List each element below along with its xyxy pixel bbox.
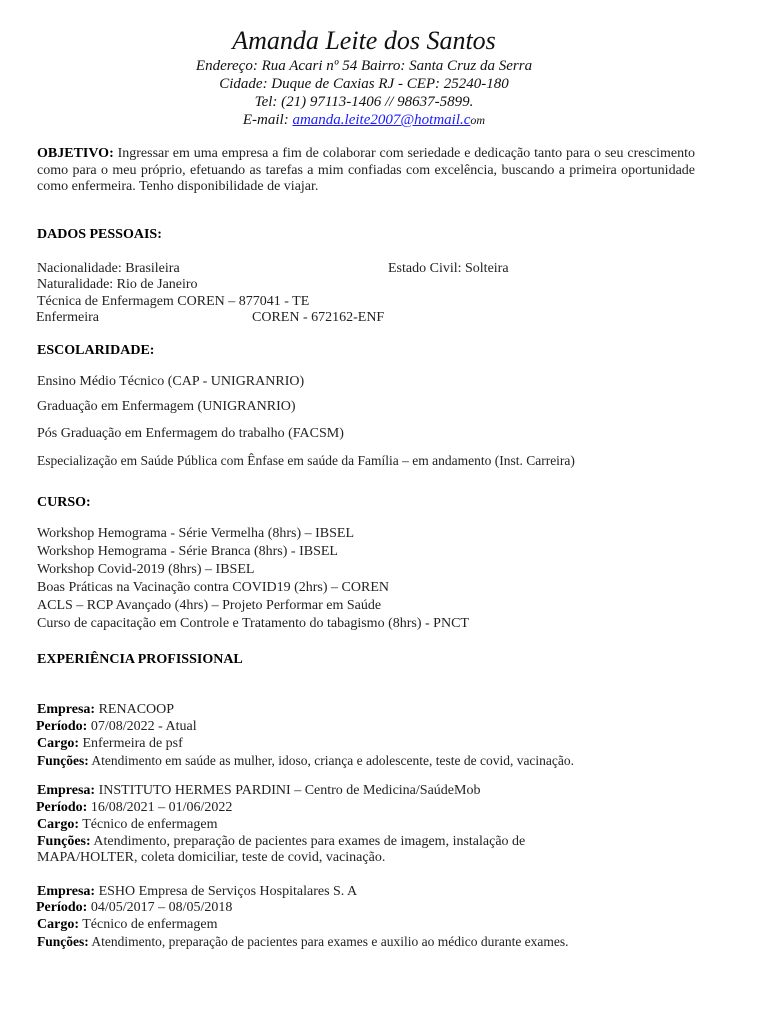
course-item: Workshop Hemograma - Série Branca (8hrs) - IBSEL (37, 544, 338, 559)
job-company: ESHO Empresa de Serviços Hospitalares S. A (95, 884, 358, 899)
job-role: Enfermeira de psf (79, 736, 183, 751)
company-label: Empresa: (37, 783, 96, 798)
period-label: Período: (36, 719, 88, 734)
courses-title: CURSO: (37, 495, 91, 510)
period-label: Período: (36, 800, 88, 815)
job-duties: Atendimento em saúde as mulher, idoso, criança e adolescente, teste de covid, vacinação. (88, 753, 575, 768)
job-duties: Atendimento, preparação de pacientes para exames de imagem, instalação de (90, 834, 526, 849)
nurse-coren-text: COREN - 672162-ENF (252, 310, 385, 325)
experience-title: EXPERIÊNCIA PROFISSIONAL (37, 652, 243, 667)
period-label: Período: (36, 900, 88, 915)
job-duties: Atendimento, preparação de pacientes para exames e auxilio ao médico durante exames. (88, 934, 569, 949)
role-label: Cargo: (37, 917, 79, 932)
role-label: Cargo: (37, 736, 79, 751)
marital-status-text: Estado Civil: Solteira (388, 261, 509, 276)
job-duties-continuation: MAPA/HOLTER, coleta domiciliar, teste de covid, vacinação. (37, 850, 386, 865)
education-item: Pós Graduação em Enfermagem do trabalho (FACSM) (37, 426, 344, 441)
duties-label: Funções: (37, 934, 89, 949)
job-period: 04/05/2017 – 08/05/2018 (87, 900, 233, 915)
city-line: Cidade: Duque de Caxias RJ - CEP: 25240-180 (219, 76, 509, 92)
job-period: 07/08/2022 - Atual (87, 719, 197, 734)
duties-label: Funções: (37, 834, 91, 849)
job-period-line (36, 718, 197, 735)
job-duties-line (37, 933, 569, 950)
phone-line: Tel: (21) 97113-1406 // 98637-5899. (254, 94, 474, 110)
education-item: Ensino Médio Técnico (CAP - UNIGRANRIO) (37, 374, 305, 389)
address-line: Endereço: Rua Acari nº 54 Bairro: Santa Cruz da Serra (195, 58, 533, 74)
email-link[interactable]: amanda.leite2007@hotmail.c (292, 112, 471, 128)
objective-paragraph (37, 146, 695, 196)
course-item: Workshop Covid-2019 (8hrs) – IBSEL (37, 562, 255, 577)
candidate-name: Amanda Leite dos Santos (232, 26, 496, 55)
education-title: ESCOLARIDADE: (37, 343, 155, 358)
job-period-line (36, 899, 232, 916)
nationality-text: Nacionalidade: Brasileira (37, 261, 180, 276)
course-item: Boas Práticas na Vacinação contra COVID19 (2hrs) – COREN (37, 580, 389, 595)
job-period-line (36, 799, 232, 816)
job-period: 16/08/2021 – 01/06/2022 (87, 800, 233, 815)
course-item: ACLS – RCP Avançado (4hrs) – Projeto Performar em Saúde (37, 598, 382, 613)
technician-coren-text: Técnica de Enfermagem COREN – 877041 - TE (37, 294, 310, 309)
job-role-line (37, 816, 218, 833)
education-item: Especialização em Saúde Pública com Ênfase em saúde da Família – em andamento (Inst. Carreira) (37, 453, 575, 468)
job-role-line (37, 735, 183, 752)
education-item: Graduação em Enfermagem (UNIGRANRIO) (37, 399, 296, 414)
objective-text: Ingressar em uma empresa a fim de colaborar com seriedade e dedicação tanto para o seu crescimento como para o meu próprio, efetuando as tarefas a mim confiadas com excelência, buscando a primeira oportunidade como enfermeira. Tenho disponibilidade de viajar. (37, 146, 695, 194)
job-company-line (37, 883, 357, 900)
job-company-line (37, 782, 480, 799)
job-role-line (37, 916, 218, 933)
birthplace-text: Naturalidade: Rio de Janeiro (37, 277, 198, 292)
job-company: INSTITUTO HERMES PARDINI – Centro de Medicina/SaúdeMob (95, 783, 481, 798)
job-company: RENACOOP (95, 702, 175, 717)
company-label: Empresa: (37, 884, 96, 899)
job-role: Técnico de enfermagem (79, 817, 218, 832)
duties-label: Funções: (37, 753, 89, 768)
job-duties-line (37, 833, 525, 850)
course-item: Curso de capacitação em Controle e Tratamento do tabagismo (8hrs) - PNCT (37, 616, 469, 631)
company-label: Empresa: (37, 702, 96, 717)
objective-label: OBJETIVO: (37, 146, 114, 161)
email-line (0, 111, 728, 129)
nurse-label-text: Enfermeira (36, 310, 99, 325)
personal-data-title: DADOS PESSOAIS: (37, 227, 162, 242)
role-label: Cargo: (37, 817, 79, 832)
job-role: Técnico de enfermagem (79, 917, 218, 932)
email-suffix: om (470, 113, 486, 127)
job-company-line (37, 701, 174, 718)
course-item: Workshop Hemograma - Série Vermelha (8hrs) – IBSEL (37, 526, 355, 541)
email-label: E-mail: (242, 112, 293, 128)
job-duties-line (37, 752, 574, 769)
